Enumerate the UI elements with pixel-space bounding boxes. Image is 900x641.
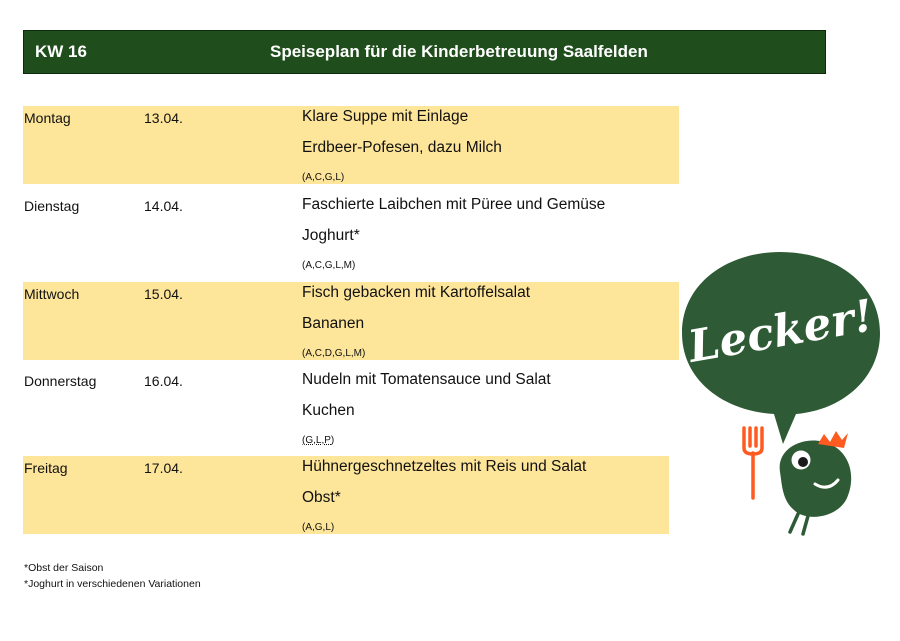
footnotes [24, 560, 201, 592]
day-date: 15.04. [144, 286, 183, 302]
day-date: 17.04. [144, 460, 183, 476]
main-dish: Fisch gebacken mit Kartoffelsalat [302, 284, 531, 301]
main-dish: Hühnergeschnetzeltes mit Reis und Salat [302, 458, 587, 475]
main-dish: Klare Suppe mit Einlage [302, 108, 469, 125]
fork-icon [744, 428, 762, 498]
day-row-wednesday [23, 282, 679, 360]
day-name: Montag [24, 110, 71, 126]
day-name: Dienstag [24, 198, 80, 214]
allergen-codes: (A,G,L) [302, 522, 335, 533]
day-name: Mittwoch [24, 286, 80, 302]
bird-icon [780, 431, 852, 534]
lecker-text: Lecker! [684, 290, 878, 373]
day-date: 13.04. [144, 110, 183, 126]
main-dish: Nudeln mit Tomatensauce und Salat [302, 371, 551, 388]
day-date: 14.04. [144, 198, 183, 214]
side-dish: Obst* [302, 489, 341, 506]
day-name: Freitag [24, 460, 68, 476]
side-dish: Kuchen [302, 402, 355, 419]
day-date: 16.04. [144, 373, 183, 389]
week-label: KW 16 [35, 42, 87, 61]
footnote-yogurt: *Joghurt in verschiedenen Variationen [24, 578, 201, 590]
main-dish: Faschierte Laibchen mit Püree und Gemüse [302, 196, 606, 213]
side-dish: Bananen [302, 315, 365, 332]
side-dish: Joghurt* [302, 227, 360, 244]
side-dish: Erdbeer-Pofesen, dazu Milch [302, 139, 502, 156]
page-title: Speiseplan für die Kinderbetreuung Saalfelden [270, 42, 648, 61]
page-header [23, 30, 826, 74]
allergen-codes: (G,L,P) [302, 435, 335, 446]
footnote-fruit: *Obst der Saison [24, 562, 104, 574]
allergen-codes: (A,C,G,L) [302, 172, 345, 183]
lecker-mascot-illustration [678, 248, 888, 538]
day-row-tuesday [23, 194, 679, 272]
day-row-thursday [23, 369, 679, 447]
day-row-monday [23, 106, 679, 184]
allergen-codes: (A,C,D,G,L,M) [302, 348, 366, 359]
allergen-codes: (A,C,G,L,M) [302, 260, 356, 271]
day-row-friday [23, 456, 669, 534]
day-name: Donnerstag [24, 373, 97, 389]
